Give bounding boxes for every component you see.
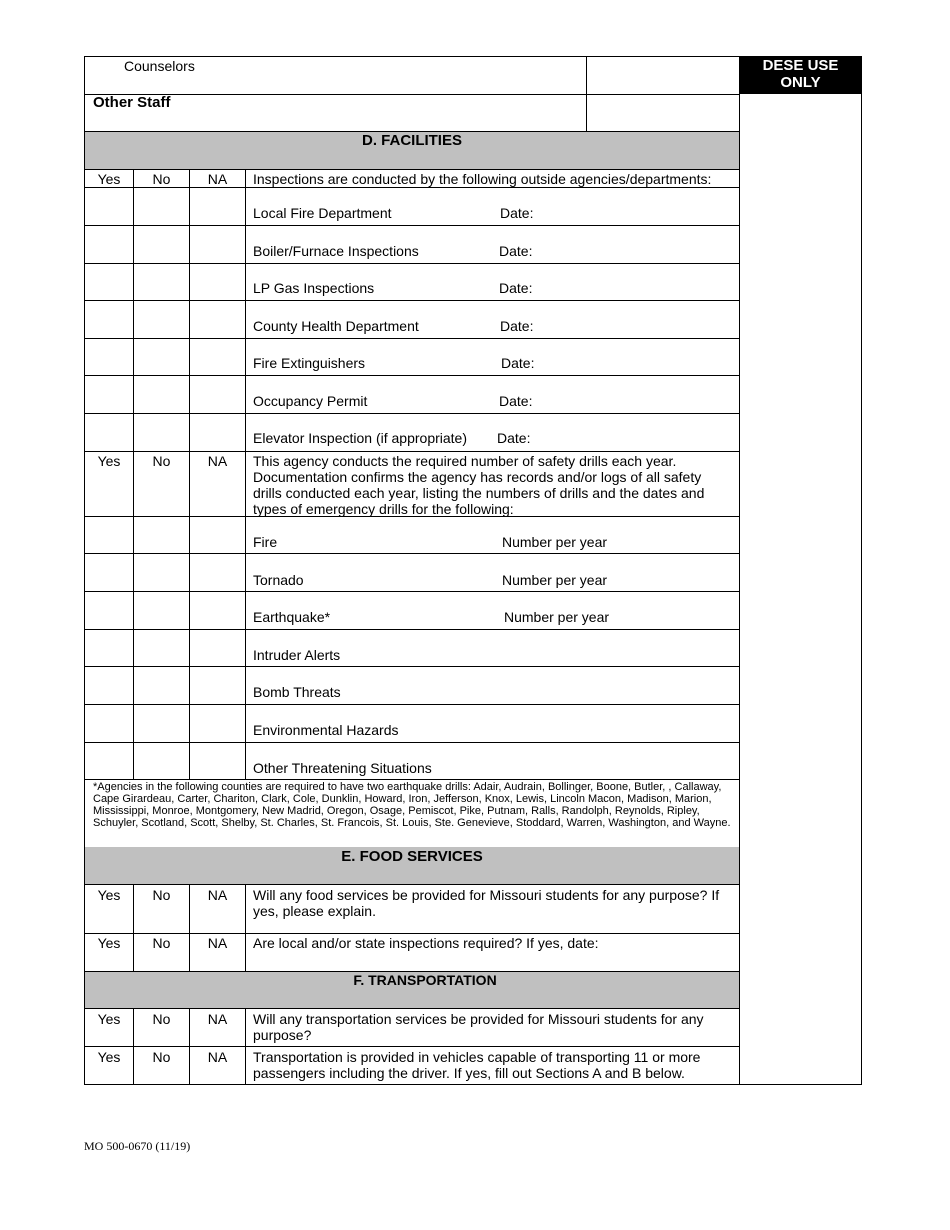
drills-no-option[interactable]: No: [152, 453, 171, 469]
rule: [84, 933, 740, 934]
rule: [84, 451, 740, 452]
food-q2-no-option[interactable]: No: [152, 935, 171, 951]
rule: [84, 704, 740, 705]
drill-count-label: Number per year: [504, 609, 610, 625]
other-staff-label: Other Staff: [93, 94, 171, 111]
rule: [586, 56, 587, 131]
rule: [84, 169, 740, 170]
rule: [133, 169, 134, 780]
food-q1-no-option[interactable]: No: [152, 887, 171, 903]
drill-item-label: Tornado: [253, 572, 304, 588]
food-q1-na-option[interactable]: NA: [207, 887, 228, 903]
inspection-item-label: Local Fire Department: [253, 205, 392, 221]
rule-left: [84, 56, 85, 1085]
inspection-date-label: Date:: [500, 318, 534, 334]
rule-top: [84, 56, 740, 57]
drill-item-label: Other Threatening Situations: [253, 760, 432, 776]
drills-intro: This agency conducts the required number of safety drills each year. Documentation confirms the agency has records and/or logs of all safety drills conducted each year, listing the numbers of drills and the dates and types of emergency drills for the following:: [253, 453, 705, 517]
food-q2-na-option[interactable]: NA: [207, 935, 228, 951]
counselors-label: Counselors: [124, 58, 195, 74]
rule: [84, 779, 740, 780]
drills-yes-option[interactable]: Yes: [97, 453, 121, 469]
transport-q2-na-option[interactable]: NA: [207, 1049, 228, 1065]
rule: [84, 413, 740, 414]
form-id: MO 500-0670 (11/19): [84, 1139, 191, 1153]
inspections-yes-option[interactable]: Yes: [97, 171, 121, 187]
inspection-date-label: Date:: [501, 355, 535, 371]
inspection-item-label: Boiler/Furnace Inspections: [253, 243, 419, 259]
inspection-item-label: LP Gas Inspections: [253, 280, 375, 296]
food-question-2: Are local and/or state inspections required? If yes, date:: [253, 935, 599, 951]
rule: [84, 263, 740, 264]
food-question-1: Will any food services be provided for Missouri students for any purpose? If yes, please explain.: [253, 887, 720, 919]
rule: [84, 742, 740, 743]
rule: [84, 187, 740, 188]
drill-item-label: Bomb Threats: [253, 684, 341, 700]
inspection-date-label: Date:: [500, 205, 534, 221]
dese-use-only-label: DESE USE ONLY: [739, 56, 862, 94]
rule: [84, 591, 740, 592]
rule: [84, 629, 740, 630]
inspection-item-label: Elevator Inspection (if appropriate): [253, 430, 467, 446]
food-q2-yes-option[interactable]: Yes: [97, 935, 121, 951]
drill-count-label: Number per year: [502, 572, 608, 588]
inspection-date-label: Date:: [499, 393, 533, 409]
inspection-date-label: Date:: [497, 430, 531, 446]
food-q1-yes-option[interactable]: Yes: [97, 887, 121, 903]
rule: [245, 884, 246, 971]
inspections-no-option[interactable]: No: [152, 171, 171, 187]
inspections-intro: Inspections are conducted by the following outside agencies/departments:: [253, 171, 712, 187]
transportation-section-title: F. TRANSPORTATION: [353, 972, 497, 988]
transport-question-2: Transportation is provided in vehicles capable of transporting 11 or more passengers including the driver. If yes, fill out Sections A and B below.: [253, 1049, 701, 1081]
food-services-section-title: E. FOOD SERVICES: [341, 848, 483, 865]
inspection-item-label: Fire Extinguishers: [253, 355, 366, 371]
rule: [84, 338, 740, 339]
rule: [84, 225, 740, 226]
inspection-date-label: Date:: [499, 243, 533, 259]
rule-dese-right: [861, 94, 862, 1085]
rule: [84, 1046, 740, 1047]
transport-q1-na-option[interactable]: NA: [207, 1011, 228, 1027]
rule: [84, 375, 740, 376]
transport-q1-yes-option[interactable]: Yes: [97, 1011, 121, 1027]
inspections-na-option[interactable]: NA: [207, 171, 228, 187]
inspection-item-label: Occupancy Permit: [253, 393, 368, 409]
transport-q1-no-option[interactable]: No: [152, 1011, 171, 1027]
counselors-value-field[interactable]: [588, 58, 738, 92]
rule: [84, 94, 740, 95]
rule: [84, 1008, 740, 1009]
earthquake-footnote: *Agencies in the following counties are required to have two earthquake drills: Adair, Audrain, Bollinger, Boone, Butler, , Callaway, Cape Girardeau, Carter, Chariton, Clark, Cole, Dunklin, Howard, Iron, Jefferson, Knox, Lewis, Lincoln Macon, Madison, Marion, Mississippi, Monroe, Montgomery, New Madrid, Oregon, Osage, Pemiscot, Pike, Putnam, Ralls, Randolph, Reynolds, Ripley, Schuyler, Scotland, Scott, Shelby, St. Charles, St. Francois, St. Louis, Ste. Genevieve, Stoddard, Warren, Washington, and Wayne.: [93, 781, 731, 829]
facilities-section-title: D. FACILITIES: [361, 132, 462, 149]
rule: [84, 300, 740, 301]
inspection-date-label: Date:: [499, 280, 533, 296]
other-staff-value-field[interactable]: [588, 96, 738, 129]
drills-na-option[interactable]: NA: [207, 453, 228, 469]
rule: [189, 169, 190, 780]
rule: [245, 1008, 246, 1085]
drill-item-label: Fire: [253, 534, 278, 550]
drill-item-label: Environmental Hazards: [253, 722, 399, 738]
rule: [84, 553, 740, 554]
transport-q2-yes-option[interactable]: Yes: [97, 1049, 121, 1065]
transport-question-1: Will any transportation services be provided for Missouri students for any purpose?: [253, 1011, 704, 1043]
rule: [84, 884, 740, 885]
drill-count-label: Number per year: [502, 534, 608, 550]
drill-item-label: Earthquake*: [253, 609, 331, 625]
inspection-item-label: County Health Department: [253, 318, 419, 334]
rule-bottom: [84, 1084, 862, 1085]
drill-item-label: Intruder Alerts: [253, 647, 341, 663]
rule-main-right: [739, 56, 740, 1085]
transport-q2-no-option[interactable]: No: [152, 1049, 171, 1065]
rule: [245, 169, 246, 780]
rule: [84, 666, 740, 667]
